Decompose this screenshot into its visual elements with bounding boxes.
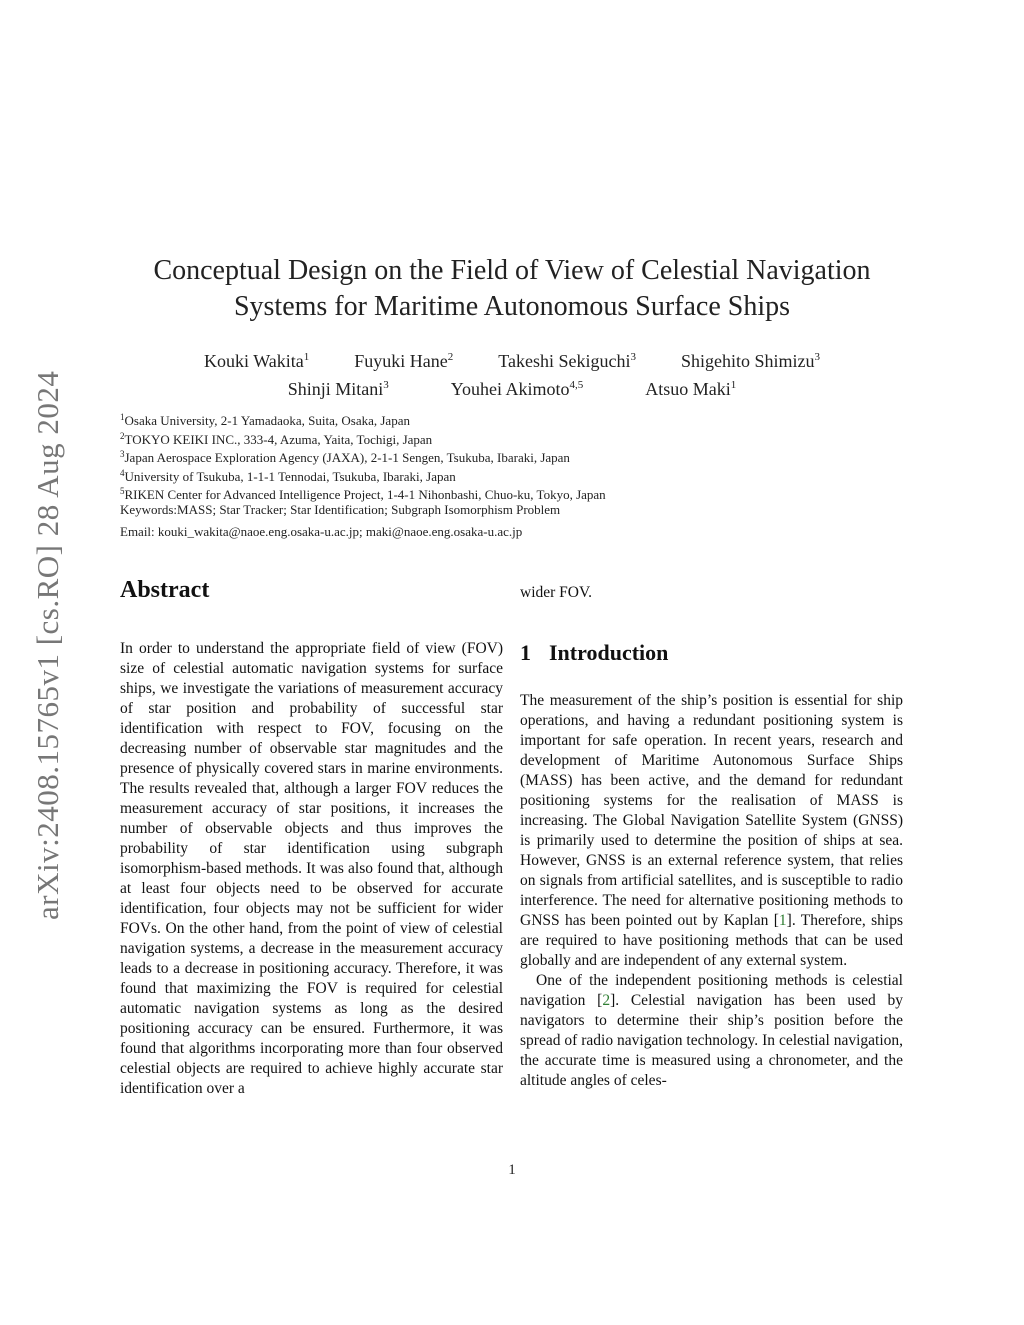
intro-paragraph-2: One of the independent positioning methods is celestial navigation [2]. Celestial navigation has been used by navigators to determine their ship’s position before the spread of radio navigation technology. In celestial navigation, the accurate time is measured using a chronometer, and the altitude angles of celes-	[520, 972, 903, 1089]
affiliation: $^2$TOKYO KEIKI INC., 333-4, Azuma, Yaita, Tochigi, Japan	[120, 430, 433, 447]
intro-paragraph-1: The measurement of the ship’s position is essential for ship operations, and having a redundant positioning system is important for safe operation. In recent years, research and development of Maritime Autonomous Surface Ships (MASS) has been active, and the demand for redundant positioning systems for the realisation of MASS is increasing. The Global Navigation Satellite System (GNSS) is primarily used to determine the position of ships at sea. However, GNSS is an external reference system, that relies on signals from artificial satellites, and is susceptible to radio interference. The need for alternative positioning methods to GNSS has been pointed out by Kaplan [1]. Therefore, ships are required to have positioning methods that can be used globally and are independent of any external system.	[520, 692, 903, 969]
affiliation: $^1$Osaka University, 2-1 Yamadaoka, Suita, Osaka, Japan	[120, 412, 410, 428]
abstract-text: In order to understand the appropriate field of view (FOV) size of celestial automatic navigation systems for surface ships, we investigate the variations of measurement accuracy of star position and probability of successful star identification with respect to FOV, focusing on the decreasing number of observable star magnitudes and the presence of physically covered stars in marine environments. The results revealed that, although a larger FOV reduces the measurement accuracy of star positions, it increases the number of observable objects and thus improves the probability of star identification using subgraph isomorphism-based methods. It was also found that, although at least four objects need to be observed for accurate identification, four objects may not be sufficient for wider FOVs. On the other hand, from the point of view of celestial navigation systems, a decrease in the measurement accuracy leads to a decrease in positioning accuracy. Therefore, it was found that maximizing the FOV is required for celestial automatic navigation systems as long as the desired positioning accuracy can be ensured. Furthermore, it was found that algorithms incorporating more than four observed celestial objects are required to achieve highly accurate star identification over a	[120, 640, 503, 1097]
author-list	[120, 345, 904, 401]
author: Takeshi Sekiguchi$^3$	[498, 351, 636, 371]
author: Shinji Mitani$^3$	[287, 379, 389, 399]
email-line: Email: kouki_wakita@naoe.eng.osaka-u.ac.jp; maki@naoe.eng.osaka-u.ac.jp	[120, 524, 523, 539]
keywords: Keywords:MASS; Star Tracker; Star Identification; Subgraph Isomorphism Problem	[120, 502, 561, 517]
citation-link[interactable]: 1	[778, 912, 787, 929]
right-column	[520, 583, 903, 1091]
affiliation-list	[120, 410, 920, 503]
author-row-1	[120, 345, 904, 373]
affiliation: $^4$University of Tsukuba, 1-1-1 Tennodai, Tsukuba, Ibaraki, Japan	[120, 467, 456, 484]
page-number: 1	[508, 1162, 516, 1178]
author: Shigehito Shimizu$^3$	[680, 351, 820, 371]
title-line-2: Systems for Maritime Autonomous Surface Ships	[233, 291, 791, 322]
citation-link[interactable]: 2	[602, 992, 611, 1009]
introduction-heading	[520, 639, 903, 667]
affiliation: $^3$Japan Aerospace Exploration Agency (JAXA), 2-1-1 Sengen, Tsukuba, Ibaraki, Japan	[120, 449, 570, 465]
author: Fuyuki Hane$^2$	[354, 351, 454, 371]
abstract-heading: Abstract	[120, 577, 210, 603]
left-column	[120, 575, 503, 1099]
section-number: 1	[520, 640, 531, 665]
abstract-continuation: wider FOV.	[520, 584, 593, 601]
arxiv-identifier: arXiv:2408.15765v1 [cs.RO] 28 Aug 2024	[30, 370, 65, 920]
affiliation: $^5$RIKEN Center for Advanced Intelligence Project, 1-4-1 Nihonbashi, Chuo-ku, Tokyo, Japan	[120, 486, 606, 502]
author: Kouki Wakita$^1$	[204, 351, 310, 371]
section-title: Introduction	[549, 640, 669, 665]
author: Atsuo Maki$^1$	[645, 379, 737, 399]
paper-title	[100, 253, 924, 325]
title-line-1: Conceptual Design on the Field of View of Celestial Navigation	[153, 255, 871, 286]
author-row-2	[120, 373, 904, 401]
author: Youhei Akimoto$^{4,5}$	[450, 379, 584, 399]
